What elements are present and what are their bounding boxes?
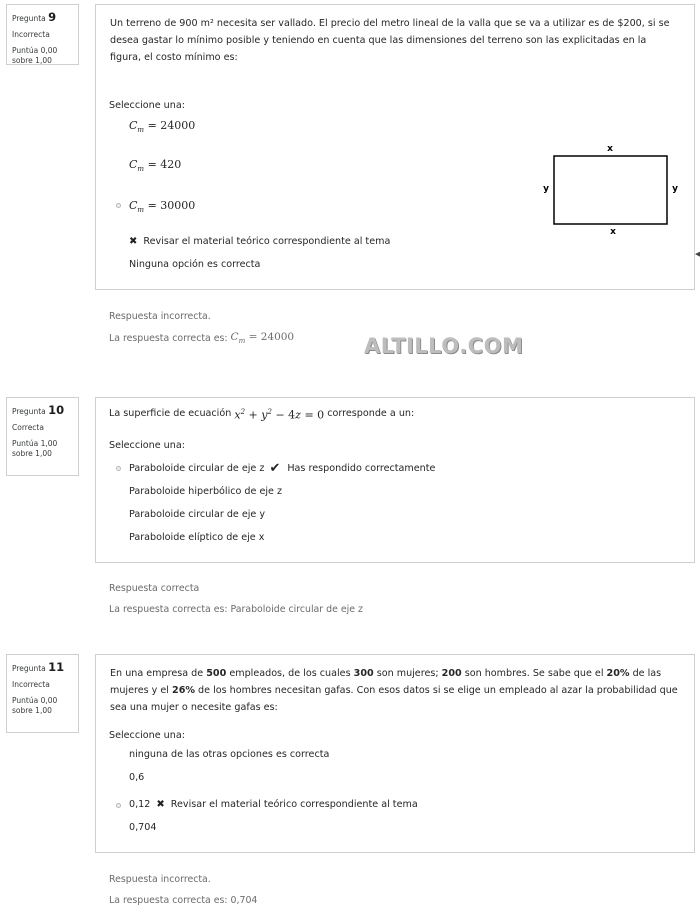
answer-option-4[interactable]: Paraboloide elíptico de eje x: [129, 532, 265, 543]
question-grade: Puntúa 0,00: [12, 45, 58, 55]
answer-option-4[interactable]: 0,704: [129, 822, 157, 833]
question-number: Pregunta 9: [12, 10, 57, 24]
watermark-logo: ALTILLO.COM: [364, 334, 524, 358]
chevron-left-icon: ◀: [695, 250, 700, 258]
answer-option-1[interactable]: Paraboloide circular de eje z ✔ Has respondido correctamente: [129, 461, 436, 476]
terrain-rectangle: [554, 156, 667, 224]
radio-dot-icon[interactable]: [116, 466, 121, 471]
question-info-9: [6, 4, 79, 65]
question-state: Correcta: [12, 422, 44, 432]
answer-option-3[interactable]: $C_m = 30000$: [129, 199, 196, 215]
question-text: En una empresa de 500 empleados, de los cuales 300 son mujeres; 200 son hombres. Se sabe que el 20% de las mujeres y el 26% de los hombres necesitan gafas. Con esos datos si se elige un empleado al azar la probabilidad que sea una mujer o necesite gafas es:: [110, 668, 678, 713]
radio-dot-icon[interactable]: [116, 203, 121, 208]
question-state: Incorrecta: [12, 679, 50, 689]
answer-prompt: Seleccione una:: [109, 730, 185, 741]
outcome-text: Respuesta correcta: [109, 583, 200, 594]
answer-option-1[interactable]: $C_m = 24000$: [129, 119, 196, 135]
question-grade-max: sobre 1,00: [12, 448, 52, 458]
answer-option-3[interactable]: Paraboloide circular de eje y: [129, 509, 266, 520]
question-grade-max: sobre 1,00: [12, 55, 52, 65]
right-answer: La respuesta correcta es: Paraboloide circular de eje z: [109, 604, 363, 615]
question-number: Pregunta 11: [12, 660, 65, 674]
question-info-10: [6, 397, 79, 476]
figure-label-left: y: [543, 184, 549, 194]
question-grade: Puntúa 1,00: [12, 438, 58, 448]
right-answer: La respuesta correcta es: $C_m = 24000$: [109, 331, 295, 346]
figure-label-bottom: x: [610, 227, 616, 237]
check-mark-icon: ✔: [269, 461, 281, 476]
answer-prompt: Seleccione una:: [109, 440, 185, 451]
outcome-text: Respuesta incorrecta.: [109, 311, 211, 322]
outcome-text: Respuesta incorrecta.: [109, 874, 211, 885]
terrain-figure: [538, 140, 698, 240]
question-text: La superficie de ecuación $x^2 + y^2 - 4z = 0$ corresponde a un:: [109, 404, 414, 424]
right-answer: La respuesta correcta es: 0,704: [109, 895, 258, 906]
x-mark-icon: ✖: [156, 799, 165, 810]
radio-dot-icon[interactable]: [116, 803, 121, 808]
answer-option-2[interactable]: Paraboloide hiperbólico de eje z: [129, 486, 283, 497]
question-state: Incorrecta: [12, 29, 50, 39]
question-grade-max: sobre 1,00: [12, 705, 52, 715]
question-number: Pregunta 10: [12, 403, 65, 417]
figure-label-top: x: [607, 144, 613, 154]
answer-option-1[interactable]: ninguna de las otras opciones es correcta: [129, 749, 330, 760]
answer-option-2[interactable]: 0,6: [129, 772, 145, 783]
answer-feedback: ✖ Revisar el material teórico correspondiente al tema: [129, 236, 391, 247]
x-mark-icon: ✖: [129, 236, 138, 247]
equation: $x^2 + y^2 - 4z = 0$: [234, 408, 325, 422]
answer-option-2[interactable]: $C_m = 420$: [129, 158, 182, 174]
answer-option-3[interactable]: 0,12 ✖ Revisar el material teórico correspondiente al tema: [129, 799, 418, 810]
figure-label-right: y: [672, 184, 678, 194]
answer-prompt: Seleccione una:: [109, 100, 185, 111]
question-info-11: [6, 654, 79, 733]
question-text: Un terreno de 900 m² necesita ser vallado. El precio del metro lineal de la valla que se va a utilizar es de $200, si se desea gastar lo mínimo posible y teniendo en cuenta que las dimensiones del terreno son las explicitadas en la figura, el costo mínimo es:: [110, 18, 670, 63]
question-grade: Puntúa 0,00: [12, 695, 58, 705]
answer-option-4[interactable]: Ninguna opción es correcta: [129, 259, 261, 270]
